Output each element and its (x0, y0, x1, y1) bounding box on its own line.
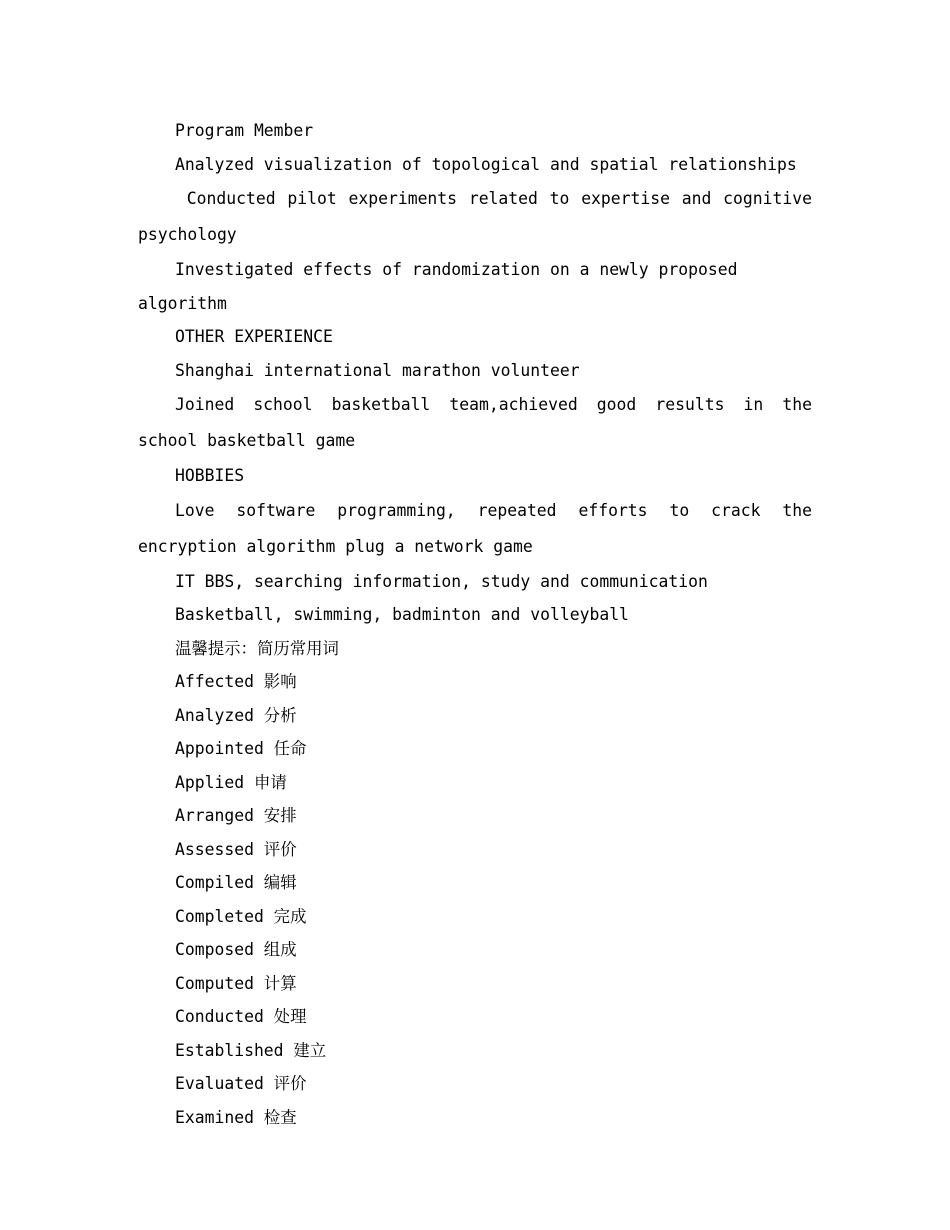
resume-line: Investigated effects of randomization on a newly proposed algorithm (138, 260, 748, 313)
vocab-item: Analyzed 分析 (175, 705, 297, 725)
vocab-item: Examined 检查 (175, 1107, 297, 1127)
resume-line: Analyzed visualization of topological and spatial relationships (175, 154, 797, 174)
document-page (138, 114, 822, 1134)
vocab-item: Completed 完成 (175, 906, 307, 926)
resume-line: Joined school basketball team,achieved good results in the school basketball game (138, 395, 822, 450)
vocab-item: Applied 申请 (175, 772, 287, 792)
resume-line: Love software programming, repeated efforts to crack the encryption algorithm plug a network game (138, 500, 822, 556)
vocab-item: Appointed 任命 (175, 739, 307, 758)
vocab-item: Assessed 评价 (175, 839, 297, 859)
vocab-item: Computed 计算 (175, 973, 297, 993)
resume-line: IT BBS, searching information, study and communication (175, 571, 708, 591)
vocab-item: Arranged 安排 (175, 806, 297, 825)
vocab-item: Compiled 编辑 (175, 873, 297, 892)
vocab-item: Evaluated 评价 (175, 1074, 307, 1093)
section-heading: HOBBIES (175, 466, 245, 485)
tip-heading: 温馨提示：简历常用词 (175, 638, 339, 658)
vocab-item: Affected 影响 (175, 672, 297, 691)
vocab-item: Composed 组成 (175, 940, 297, 959)
section-heading: OTHER EXPERIENCE (175, 327, 333, 346)
vocab-item: Conducted 处理 (175, 1007, 307, 1026)
vocab-item: Established 建立 (175, 1040, 327, 1060)
resume-line: Basketball, swimming, badminton and volleyball (175, 605, 629, 624)
resume-line: Conducted pilot experiments related to expertise and cognitive psychology (138, 189, 822, 244)
resume-line: Program Member (175, 121, 314, 140)
resume-line: Shanghai international marathon volunteer (175, 360, 580, 380)
